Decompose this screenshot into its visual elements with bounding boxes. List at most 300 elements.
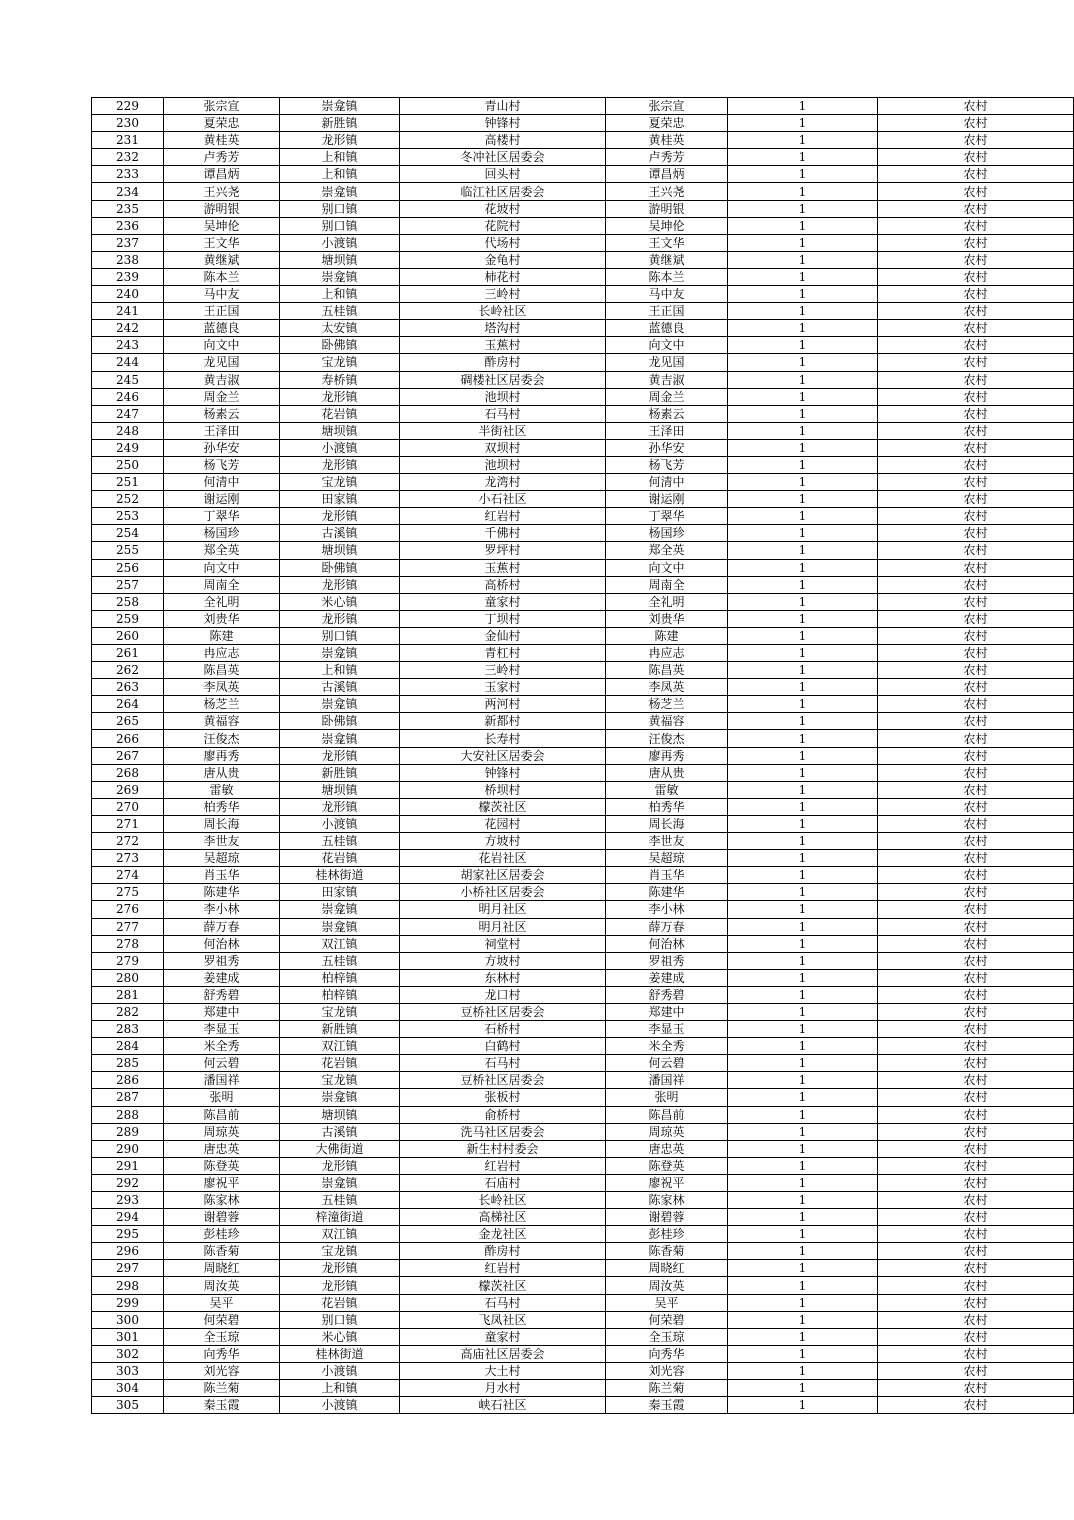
name-cell: 何治林: [164, 935, 280, 952]
category-cell: 农村: [878, 1380, 1074, 1397]
village-cell: 方坡村: [400, 833, 606, 850]
row-number-cell: 263: [92, 679, 164, 696]
town-cell: 花岩镇: [280, 405, 400, 422]
town-cell: 上和镇: [280, 149, 400, 166]
category-cell: 农村: [878, 1089, 1074, 1106]
table-row: [92, 508, 1074, 525]
table-row: [92, 1328, 1074, 1345]
name-cell: 杨国珍: [164, 525, 280, 542]
table-row: [92, 1123, 1074, 1140]
recipient-name-cell: 黄吉淑: [606, 371, 728, 388]
table-row: [92, 268, 1074, 285]
category-cell: 农村: [878, 1243, 1074, 1260]
town-cell: 崇龛镇: [280, 696, 400, 713]
village-cell: 童家村: [400, 593, 606, 610]
village-cell: 飞凤社区: [400, 1311, 606, 1328]
village-cell: 石马村: [400, 1294, 606, 1311]
name-cell: 周晓红: [164, 1260, 280, 1277]
row-number-cell: 239: [92, 268, 164, 285]
category-cell: 农村: [878, 1226, 1074, 1243]
category-cell: 农村: [878, 918, 1074, 935]
town-cell: 新胜镇: [280, 115, 400, 132]
town-cell: 龙形镇: [280, 610, 400, 627]
table-row: [92, 491, 1074, 508]
town-cell: 新胜镇: [280, 1021, 400, 1038]
name-cell: 秦玉霞: [164, 1397, 280, 1414]
table-row: [92, 1055, 1074, 1072]
recipient-name-cell: 向文中: [606, 337, 728, 354]
village-cell: 新都村: [400, 713, 606, 730]
town-cell: 崇龛镇: [280, 1174, 400, 1191]
village-cell: 高楼村: [400, 132, 606, 149]
table-row: [92, 1157, 1074, 1174]
row-number-cell: 246: [92, 388, 164, 405]
recipient-name-cell: 杨国珍: [606, 525, 728, 542]
town-cell: 龙形镇: [280, 1277, 400, 1294]
count-cell: 1: [728, 542, 878, 559]
name-cell: 黄桂英: [164, 132, 280, 149]
row-number-cell: 283: [92, 1021, 164, 1038]
category-cell: 农村: [878, 850, 1074, 867]
count-cell: 1: [728, 1157, 878, 1174]
table-row: [92, 542, 1074, 559]
recipient-name-cell: 何云碧: [606, 1055, 728, 1072]
count-cell: 1: [728, 1243, 878, 1260]
count-cell: 1: [728, 388, 878, 405]
name-cell: 廖再秀: [164, 747, 280, 764]
count-cell: 1: [728, 1089, 878, 1106]
row-number-cell: 248: [92, 422, 164, 439]
name-cell: 刘光容: [164, 1362, 280, 1379]
recipient-name-cell: 周南全: [606, 576, 728, 593]
row-number-cell: 237: [92, 234, 164, 251]
village-cell: 酢房村: [400, 1243, 606, 1260]
count-cell: 1: [728, 730, 878, 747]
category-cell: 农村: [878, 986, 1074, 1003]
row-number-cell: 264: [92, 696, 164, 713]
village-cell: 代场村: [400, 234, 606, 251]
village-cell: 长岭社区: [400, 303, 606, 320]
row-number-cell: 302: [92, 1345, 164, 1362]
town-cell: 柏梓镇: [280, 969, 400, 986]
table-row: [92, 166, 1074, 183]
row-number-cell: 301: [92, 1328, 164, 1345]
town-cell: 崇龛镇: [280, 268, 400, 285]
count-cell: 1: [728, 610, 878, 627]
category-cell: 农村: [878, 98, 1074, 115]
name-cell: 吴坤伦: [164, 217, 280, 234]
town-cell: 米心镇: [280, 593, 400, 610]
table-row: [92, 115, 1074, 132]
recipient-name-cell: 周汝英: [606, 1277, 728, 1294]
recipient-name-cell: 王正国: [606, 303, 728, 320]
category-cell: 农村: [878, 1174, 1074, 1191]
row-number-cell: 286: [92, 1072, 164, 1089]
name-cell: 周长海: [164, 815, 280, 832]
table-row: [92, 918, 1074, 935]
town-cell: 花岩镇: [280, 1055, 400, 1072]
table-row: [92, 1209, 1074, 1226]
table-row: [92, 286, 1074, 303]
name-cell: 夏荣忠: [164, 115, 280, 132]
row-number-cell: 247: [92, 405, 164, 422]
recipient-name-cell: 陈建华: [606, 884, 728, 901]
row-number-cell: 257: [92, 576, 164, 593]
recipient-name-cell: 周长海: [606, 815, 728, 832]
village-cell: 花园村: [400, 815, 606, 832]
village-cell: 高梯社区: [400, 1209, 606, 1226]
recipient-name-cell: 陈建: [606, 627, 728, 644]
category-cell: 农村: [878, 610, 1074, 627]
town-cell: 卧佛镇: [280, 713, 400, 730]
town-cell: 宝龙镇: [280, 1072, 400, 1089]
town-cell: 小渡镇: [280, 1362, 400, 1379]
category-cell: 农村: [878, 286, 1074, 303]
town-cell: 上和镇: [280, 1380, 400, 1397]
table-row: [92, 337, 1074, 354]
row-number-cell: 229: [92, 98, 164, 115]
name-cell: 王文华: [164, 234, 280, 251]
table-row: [92, 1243, 1074, 1260]
table-row: [92, 474, 1074, 491]
category-cell: 农村: [878, 867, 1074, 884]
count-cell: 1: [728, 1226, 878, 1243]
name-cell: 李显玉: [164, 1021, 280, 1038]
count-cell: 1: [728, 918, 878, 935]
recipient-name-cell: 唐从贵: [606, 764, 728, 781]
count-cell: 1: [728, 1140, 878, 1157]
village-cell: 大安社区居委会: [400, 747, 606, 764]
count-cell: 1: [728, 234, 878, 251]
name-cell: 薛万春: [164, 918, 280, 935]
recipient-name-cell: 罗祖秀: [606, 952, 728, 969]
category-cell: 农村: [878, 251, 1074, 268]
count-cell: 1: [728, 713, 878, 730]
table-row: [92, 1277, 1074, 1294]
village-cell: 石马村: [400, 1055, 606, 1072]
village-cell: 花岩社区: [400, 850, 606, 867]
recipient-name-cell: 张明: [606, 1089, 728, 1106]
category-cell: 农村: [878, 1003, 1074, 1020]
recipient-name-cell: 蓝德良: [606, 320, 728, 337]
table-row: [92, 1021, 1074, 1038]
name-cell: 杨芝兰: [164, 696, 280, 713]
town-cell: 田家镇: [280, 491, 400, 508]
count-cell: 1: [728, 1106, 878, 1123]
count-cell: 1: [728, 679, 878, 696]
row-number-cell: 277: [92, 918, 164, 935]
category-cell: 农村: [878, 764, 1074, 781]
table-row: [92, 627, 1074, 644]
village-cell: 钟锋村: [400, 115, 606, 132]
name-cell: 郑建中: [164, 1003, 280, 1020]
category-cell: 农村: [878, 388, 1074, 405]
table-row: [92, 388, 1074, 405]
row-number-cell: 289: [92, 1123, 164, 1140]
category-cell: 农村: [878, 405, 1074, 422]
count-cell: 1: [728, 422, 878, 439]
recipient-name-cell: 孙华安: [606, 439, 728, 456]
name-cell: 向文中: [164, 559, 280, 576]
village-cell: 双坝村: [400, 439, 606, 456]
row-number-cell: 300: [92, 1311, 164, 1328]
count-cell: 1: [728, 1072, 878, 1089]
table-row: [92, 833, 1074, 850]
village-cell: 小桥社区居委会: [400, 884, 606, 901]
count-cell: 1: [728, 696, 878, 713]
category-cell: 农村: [878, 1055, 1074, 1072]
village-cell: 红岩村: [400, 1157, 606, 1174]
count-cell: 1: [728, 1055, 878, 1072]
town-cell: 上和镇: [280, 286, 400, 303]
table-row: [92, 696, 1074, 713]
row-number-cell: 236: [92, 217, 164, 234]
town-cell: 小渡镇: [280, 439, 400, 456]
table-row: [92, 559, 1074, 576]
recipient-name-cell: 王泽田: [606, 422, 728, 439]
count-cell: 1: [728, 166, 878, 183]
town-cell: 田家镇: [280, 884, 400, 901]
table-row: [92, 576, 1074, 593]
name-cell: 王兴尧: [164, 183, 280, 200]
category-cell: 农村: [878, 1328, 1074, 1345]
table-row: [92, 422, 1074, 439]
row-number-cell: 272: [92, 833, 164, 850]
recipient-name-cell: 米全秀: [606, 1038, 728, 1055]
row-number-cell: 299: [92, 1294, 164, 1311]
recipient-name-cell: 刘光容: [606, 1362, 728, 1379]
row-number-cell: 256: [92, 559, 164, 576]
town-cell: 五桂镇: [280, 1192, 400, 1209]
table-row: [92, 217, 1074, 234]
name-cell: 卢秀芳: [164, 149, 280, 166]
table-row: [92, 935, 1074, 952]
village-cell: 龙湾村: [400, 474, 606, 491]
recipient-name-cell: 周琼英: [606, 1123, 728, 1140]
count-cell: 1: [728, 491, 878, 508]
count-cell: 1: [728, 559, 878, 576]
town-cell: 龙形镇: [280, 132, 400, 149]
count-cell: 1: [728, 320, 878, 337]
row-number-cell: 296: [92, 1243, 164, 1260]
table-row: [92, 354, 1074, 371]
category-cell: 农村: [878, 1260, 1074, 1277]
category-cell: 农村: [878, 149, 1074, 166]
recipient-name-cell: 吴坤伦: [606, 217, 728, 234]
village-cell: 胡家社区居委会: [400, 867, 606, 884]
town-cell: 别口镇: [280, 217, 400, 234]
town-cell: 五桂镇: [280, 303, 400, 320]
village-cell: 白鹤村: [400, 1038, 606, 1055]
town-cell: 崇龛镇: [280, 183, 400, 200]
town-cell: 塘坝镇: [280, 422, 400, 439]
recipient-name-cell: 黄继斌: [606, 251, 728, 268]
count-cell: 1: [728, 217, 878, 234]
row-number-cell: 292: [92, 1174, 164, 1191]
recipient-name-cell: 谢碧蓉: [606, 1209, 728, 1226]
count-cell: 1: [728, 508, 878, 525]
count-cell: 1: [728, 98, 878, 115]
recipient-name-cell: 杨素云: [606, 405, 728, 422]
name-cell: 谭昌炳: [164, 166, 280, 183]
table-row: [92, 1089, 1074, 1106]
name-cell: 孙华安: [164, 439, 280, 456]
category-cell: 农村: [878, 303, 1074, 320]
row-number-cell: 245: [92, 371, 164, 388]
row-number-cell: 261: [92, 645, 164, 662]
village-cell: 花坡村: [400, 200, 606, 217]
row-number-cell: 230: [92, 115, 164, 132]
row-number-cell: 282: [92, 1003, 164, 1020]
village-cell: 红岩村: [400, 1260, 606, 1277]
count-cell: 1: [728, 200, 878, 217]
recipient-name-cell: 李世友: [606, 833, 728, 850]
count-cell: 1: [728, 884, 878, 901]
recipient-name-cell: 陈登英: [606, 1157, 728, 1174]
count-cell: 1: [728, 798, 878, 815]
category-cell: 农村: [878, 268, 1074, 285]
row-number-cell: 262: [92, 662, 164, 679]
category-cell: 农村: [878, 354, 1074, 371]
recipient-name-cell: 周晓红: [606, 1260, 728, 1277]
name-cell: 李凤英: [164, 679, 280, 696]
row-number-cell: 260: [92, 627, 164, 644]
recipient-name-cell: 冉应志: [606, 645, 728, 662]
count-cell: 1: [728, 815, 878, 832]
village-cell: 半街社区: [400, 422, 606, 439]
recipient-name-cell: 陈本兰: [606, 268, 728, 285]
count-cell: 1: [728, 1260, 878, 1277]
row-number-cell: 267: [92, 747, 164, 764]
row-number-cell: 285: [92, 1055, 164, 1072]
town-cell: 龙形镇: [280, 798, 400, 815]
row-number-cell: 258: [92, 593, 164, 610]
name-cell: 全礼明: [164, 593, 280, 610]
count-cell: 1: [728, 474, 878, 491]
village-cell: 豆桥社区居委会: [400, 1003, 606, 1020]
category-cell: 农村: [878, 1311, 1074, 1328]
recipient-name-cell: 唐忠英: [606, 1140, 728, 1157]
recipient-name-cell: 杨飞芳: [606, 456, 728, 473]
category-cell: 农村: [878, 132, 1074, 149]
village-cell: 明月社区: [400, 901, 606, 918]
table-row: [92, 200, 1074, 217]
name-cell: 何荣碧: [164, 1311, 280, 1328]
name-cell: 黄福容: [164, 713, 280, 730]
name-cell: 罗祖秀: [164, 952, 280, 969]
count-cell: 1: [728, 456, 878, 473]
name-cell: 陈家林: [164, 1192, 280, 1209]
town-cell: 龙形镇: [280, 1260, 400, 1277]
category-cell: 农村: [878, 1072, 1074, 1089]
name-cell: 王泽田: [164, 422, 280, 439]
count-cell: 1: [728, 1311, 878, 1328]
table-row: [92, 884, 1074, 901]
town-cell: 崇龛镇: [280, 901, 400, 918]
recipient-name-cell: 刘贵华: [606, 610, 728, 627]
category-cell: 农村: [878, 371, 1074, 388]
row-number-cell: 255: [92, 542, 164, 559]
table-row: [92, 747, 1074, 764]
town-cell: 崇龛镇: [280, 1089, 400, 1106]
recipient-name-cell: 何治林: [606, 935, 728, 952]
table-row: [92, 1003, 1074, 1020]
name-cell: 龙见国: [164, 354, 280, 371]
village-cell: 金龟村: [400, 251, 606, 268]
category-cell: 农村: [878, 662, 1074, 679]
category-cell: 农村: [878, 1157, 1074, 1174]
row-number-cell: 250: [92, 456, 164, 473]
row-number-cell: 298: [92, 1277, 164, 1294]
recipient-name-cell: 向文中: [606, 559, 728, 576]
town-cell: 塘坝镇: [280, 251, 400, 268]
recipient-name-cell: 谢运刚: [606, 491, 728, 508]
category-cell: 农村: [878, 781, 1074, 798]
category-cell: 农村: [878, 627, 1074, 644]
recipient-name-cell: 廖再秀: [606, 747, 728, 764]
row-number-cell: 242: [92, 320, 164, 337]
town-cell: 太安镇: [280, 320, 400, 337]
town-cell: 别口镇: [280, 1311, 400, 1328]
count-cell: 1: [728, 286, 878, 303]
count-cell: 1: [728, 867, 878, 884]
table-row: [92, 405, 1074, 422]
town-cell: 五桂镇: [280, 833, 400, 850]
table-row: [92, 1140, 1074, 1157]
name-cell: 雷敏: [164, 781, 280, 798]
row-number-cell: 304: [92, 1380, 164, 1397]
row-number-cell: 293: [92, 1192, 164, 1209]
category-cell: 农村: [878, 696, 1074, 713]
name-cell: 陈本兰: [164, 268, 280, 285]
count-cell: 1: [728, 781, 878, 798]
village-cell: 千佛村: [400, 525, 606, 542]
village-cell: 小石社区: [400, 491, 606, 508]
name-cell: 向秀华: [164, 1345, 280, 1362]
count-cell: 1: [728, 354, 878, 371]
table-row: [92, 1362, 1074, 1379]
village-cell: 檬茨社区: [400, 1277, 606, 1294]
table-row: [92, 1397, 1074, 1414]
recipient-name-cell: 吴超琼: [606, 850, 728, 867]
row-number-cell: 251: [92, 474, 164, 491]
name-cell: 李世友: [164, 833, 280, 850]
row-number-cell: 235: [92, 200, 164, 217]
category-cell: 农村: [878, 508, 1074, 525]
village-cell: 池坝村: [400, 456, 606, 473]
village-cell: 张板村: [400, 1089, 606, 1106]
table-row: [92, 815, 1074, 832]
category-cell: 农村: [878, 576, 1074, 593]
village-cell: 长寿村: [400, 730, 606, 747]
town-cell: 崇龛镇: [280, 98, 400, 115]
name-cell: 李小林: [164, 901, 280, 918]
village-cell: 青杠村: [400, 645, 606, 662]
name-cell: 周金兰: [164, 388, 280, 405]
name-cell: 周汝英: [164, 1277, 280, 1294]
table-row: [92, 798, 1074, 815]
count-cell: 1: [728, 405, 878, 422]
table-row: [92, 969, 1074, 986]
category-cell: 农村: [878, 200, 1074, 217]
category-cell: 农村: [878, 491, 1074, 508]
row-number-cell: 252: [92, 491, 164, 508]
count-cell: 1: [728, 1209, 878, 1226]
recipient-name-cell: 姜建成: [606, 969, 728, 986]
recipient-name-cell: 卢秀芳: [606, 149, 728, 166]
row-number-cell: 234: [92, 183, 164, 200]
village-cell: 童家村: [400, 1328, 606, 1345]
